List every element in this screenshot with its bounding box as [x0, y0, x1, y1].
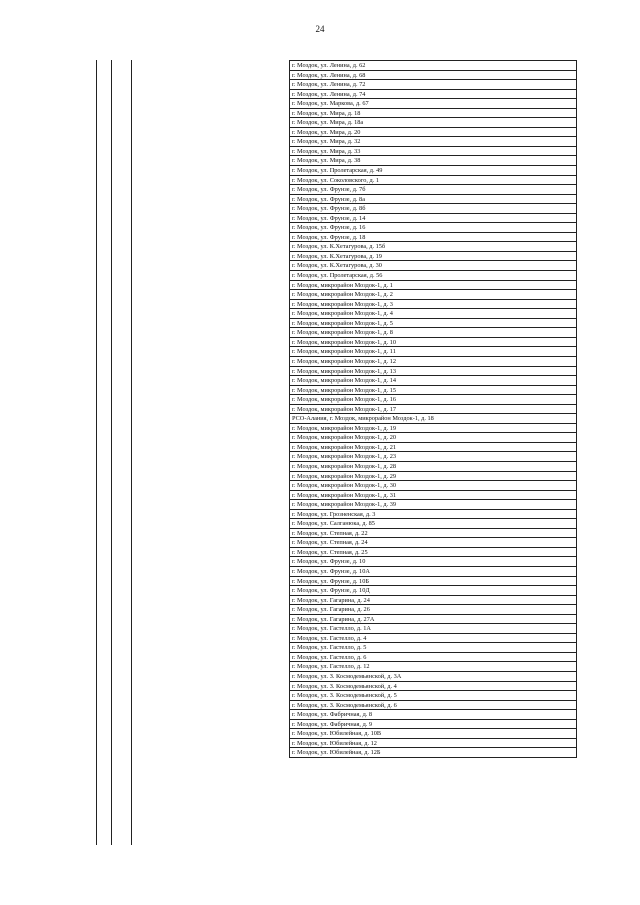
table-row: г. Моздок, ул. Гагарина, д. 24: [290, 596, 576, 606]
table-row: г. Моздок, ул. Соколовского, д. 1: [290, 176, 576, 186]
table-row: г. Моздок, микрорайон Моздок-1, д. 3: [290, 300, 576, 310]
table-row: г. Моздок, ул. Фрунзе, д. 14: [290, 214, 576, 224]
table-row: г. Моздок, ул. Юбилейная, д. 12: [290, 739, 576, 749]
table-row: г. Моздок, ул. Мира, д. 38: [290, 156, 576, 166]
table-row: г. Моздок, ул. Фрунзе, д. 16: [290, 223, 576, 233]
table-row: г. Моздок, ул. Ленина, д. 72: [290, 80, 576, 90]
table-row: г. Моздок, ул. Мира, д. 32: [290, 137, 576, 147]
table-row: г. Моздок, ул. З. Космодемьянской, д. 5: [290, 691, 576, 701]
table-row: г. Моздок, ул. К.Хетагурова, д. 30: [290, 261, 576, 271]
table-row: г. Моздок, микрорайон Моздок-1, д. 2: [290, 290, 576, 300]
table-row: г. Моздок, ул. Мира, д. 18: [290, 109, 576, 119]
table-row: г. Моздок, микрорайон Моздок-1, д. 29: [290, 472, 576, 482]
table-row: г. Моздок, ул. Фрунзе, д. 10А: [290, 567, 576, 577]
table-row: г. Моздок, ул. Степная, д. 25: [290, 548, 576, 558]
table-row: г. Моздок, ул. Фабричная, д. 9: [290, 720, 576, 730]
table-row: г. Моздок, микрорайон Моздок-1, д. 4: [290, 309, 576, 319]
table-row: г. Моздок, ул. Фрунзе, д. 8а: [290, 195, 576, 205]
table-row: г. Моздок, микрорайон Моздок-1, д. 30: [290, 481, 576, 491]
table-row: г. Моздок, ул. К.Хетагурова, д. 15б: [290, 242, 576, 252]
table-row: г. Моздок, микрорайон Моздок-1, д. 5: [290, 319, 576, 329]
table-row: г. Моздок, ул. К.Хетагурова, д. 19: [290, 252, 576, 262]
table-row: г. Моздок, ул. Мира, д. 18а: [290, 118, 576, 128]
table-row: г. Моздок, ул. Ленина, д. 62: [290, 61, 576, 71]
table-row: г. Моздок, ул. Грозненская, д. 3: [290, 510, 576, 520]
table-column-border: [96, 60, 97, 845]
table-row: г. Моздок, ул. Фрунзе, д. 10Б: [290, 577, 576, 587]
table-row: г. Моздок, микрорайон Моздок-1, д. 1: [290, 281, 576, 291]
table-row: г. Моздок, микрорайон Моздок-1, д. 31: [290, 491, 576, 501]
table-row: г. Моздок, ул. З. Космодемьянской, д. 6: [290, 701, 576, 711]
table-row: г. Моздок, ул. З. Космодемьянской, д. 4: [290, 682, 576, 692]
table-row: г. Моздок, ул. Гастелло, д. 5: [290, 643, 576, 653]
table-row: г. Моздок, ул. Гагарина, д. 27А: [290, 615, 576, 625]
table-row: г. Моздок, ул. Фрунзе, д. 10Д: [290, 586, 576, 596]
table-row: г. Моздок, ул. Маркова, д. 67: [290, 99, 576, 109]
table-row: РСО-Алания, г. Моздок, микрорайон Моздок-1, д. 18: [290, 414, 576, 424]
table-row: г. Моздок, микрорайон Моздок-1, д. 19: [290, 424, 576, 434]
table-row: г. Моздок, ул. Пролетарская, д. 49: [290, 166, 576, 176]
table-row: г. Моздок, ул. Степная, д. 22: [290, 529, 576, 539]
table-row: г. Моздок, микрорайон Моздок-1, д. 28: [290, 462, 576, 472]
table-row: г. Моздок, микрорайон Моздок-1, д. 8: [290, 328, 576, 338]
table-column-border: [111, 60, 112, 845]
table-row: г. Моздок, ул. Гастелло, д. 4: [290, 634, 576, 644]
table-row: г. Моздок, ул. Фрунзе, д. 18: [290, 233, 576, 243]
table-row: г. Моздок, микрорайон Моздок-1, д. 12: [290, 357, 576, 367]
page-number: 24: [315, 24, 325, 34]
table-row: г. Моздок, ул. Фрунзе, д. 8б: [290, 204, 576, 214]
table-row: г. Моздок, микрорайон Моздок-1, д. 21: [290, 443, 576, 453]
table-row: г. Моздок, ул. Гастелло, д. 6: [290, 653, 576, 663]
table-row: г. Моздок, микрорайон Моздок-1, д. 17: [290, 405, 576, 415]
address-table: [289, 60, 577, 758]
table-row: г. Моздок, ул. Гастелло, д. 1А: [290, 624, 576, 634]
table-row: г. Моздок, ул. Юбилейная, д. 10В: [290, 729, 576, 739]
table-row: г. Моздок, микрорайон Моздок-1, д. 14: [290, 376, 576, 386]
table-row: г. Моздок, ул. Юбилейная, д. 12Б: [290, 748, 576, 758]
table-row: г. Моздок, ул. Фрунзе, д. 10: [290, 557, 576, 567]
table-row: г. Моздок, ул. Ленина, д. 74: [290, 90, 576, 100]
table-row: г. Моздок, ул. Пролетарская, д. 56: [290, 271, 576, 281]
table-row: г. Моздок, микрорайон Моздок-1, д. 10: [290, 338, 576, 348]
table-row: г. Моздок, микрорайон Моздок-1, д. 23: [290, 452, 576, 462]
table-row: г. Моздок, микрорайон Моздок-1, д. 15: [290, 386, 576, 396]
table-row: г. Моздок, ул. Ленина, д. 68: [290, 71, 576, 81]
table-row: г. Моздок, ул. Салганюка, д. 85: [290, 519, 576, 529]
table-row: г. Моздок, микрорайон Моздок-1, д. 16: [290, 395, 576, 405]
table-row: г. Моздок, ул. Фабричная, д. 8: [290, 710, 576, 720]
table-row: г. Моздок, ул. Степная, д. 24: [290, 538, 576, 548]
table-row: г. Моздок, ул. Мира, д. 33: [290, 147, 576, 157]
table-row: г. Моздок, ул. Гагарина, д. 26: [290, 605, 576, 615]
table-row: г. Моздок, микрорайон Моздок-1, д. 39: [290, 500, 576, 510]
table-column-border: [131, 60, 132, 845]
table-row: г. Моздок, ул. З. Космодемьянской, д. 3А: [290, 672, 576, 682]
table-row: г. Моздок, ул. Мира, д. 20: [290, 128, 576, 138]
table-row: г. Моздок, ул. Фрунзе, д. 7б: [290, 185, 576, 195]
table-row: г. Моздок, микрорайон Моздок-1, д. 20: [290, 433, 576, 443]
table-row: г. Моздок, ул. Гастелло, д. 12: [290, 662, 576, 672]
table-row: г. Моздок, микрорайон Моздок-1, д. 11: [290, 347, 576, 357]
table-row: г. Моздок, микрорайон Моздок-1, д. 13: [290, 367, 576, 377]
